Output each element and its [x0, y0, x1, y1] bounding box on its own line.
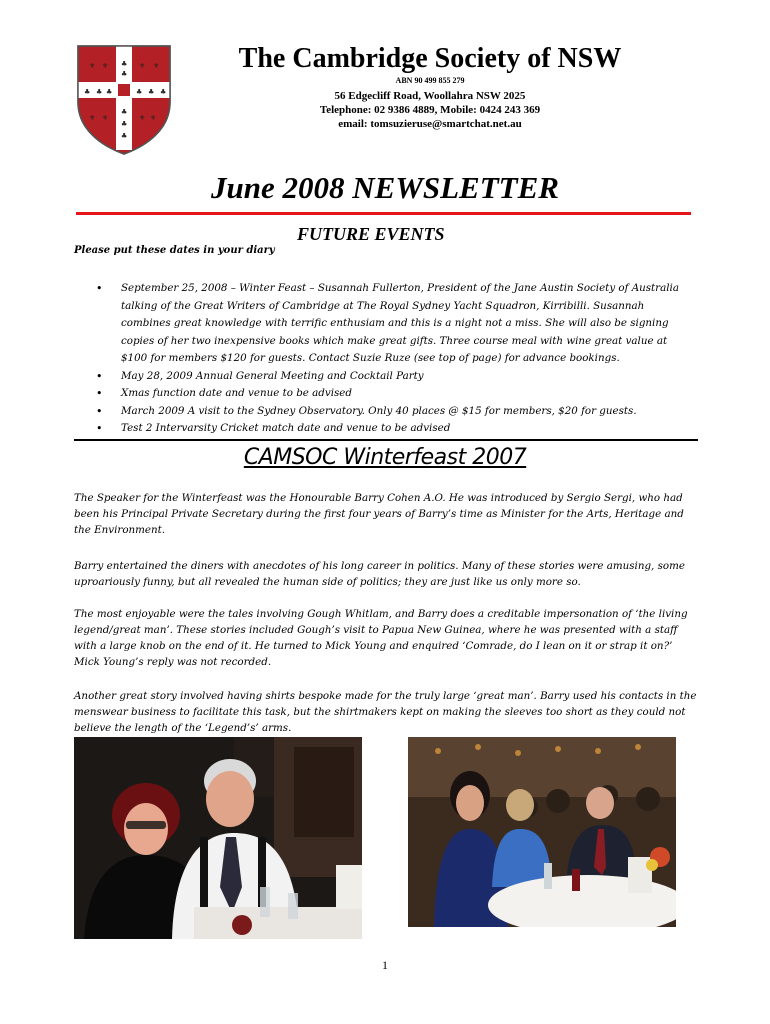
event-item: • Test 2 Intervarsity Cricket match date and venue to be advised	[74, 420, 694, 438]
events-list	[74, 280, 694, 438]
body-paragraph: The Speaker for the Winterfeast was the Honourable Barry Cohen A.O. He was introduced by Sergio Sergi, who had been his Principal Private Secretary during the first four years of Barry’s time as Minister for the Arts, Heritage and the Environment.	[74, 492, 684, 536]
svg-text:♣: ♣	[121, 60, 128, 68]
diary-note: Please put these dates in your diary	[74, 245, 275, 256]
svg-text:♣: ♣	[96, 88, 103, 96]
svg-text:⚜: ⚜	[102, 62, 109, 70]
org-telephone: Telephone: 02 9386 4889, Mobile: 0424 243 369	[319, 104, 541, 116]
photo-group-at-dinner	[408, 737, 676, 927]
org-abn: ABN 90 499 855 279	[395, 76, 465, 85]
body-paragraph: The most enjoyable were the tales involving Gough Whitlam, and Barry does a creditable impersonation of ‘the living legend/great man’. These stories included Gough’s visit to Papua New Guinea, where he was presented with a staff with a large knob on the end of it. He turned to Mick Young and enquired ‘Comrade, do I lean on it or strap it on?’ Mick Young’s reply was not recorded.	[74, 608, 688, 668]
svg-text:⚜: ⚜	[150, 114, 157, 122]
event-item: • May 28, 2009 Annual General Meeting and Cocktail Party	[74, 368, 694, 386]
svg-text:♣: ♣	[160, 88, 167, 96]
svg-text:⚜: ⚜	[89, 114, 96, 122]
svg-text:⚜: ⚜	[153, 62, 160, 70]
svg-text:⚜: ⚜	[102, 114, 109, 122]
university-crest-icon	[76, 44, 172, 156]
body-paragraph: Another great story involved having shirts bespoke made for the truly large ‘great man’. Barry used his contacts in the menswear business to facilitate this task, but the shirtmakers kept on making the sleeves too short as they could not believe the length of the ‘Legend’s’ arms.	[74, 690, 697, 734]
svg-text:♣: ♣	[84, 88, 91, 96]
black-divider	[74, 439, 698, 441]
future-events-heading: FUTURE EVENTS	[297, 224, 445, 244]
org-name: The Cambridge Society of NSW	[238, 43, 622, 74]
svg-text:♣: ♣	[106, 88, 113, 96]
red-divider	[76, 212, 691, 215]
body-paragraph: Barry entertained the diners with anecdotes of his long career in politics. Many of these stories were amusing, some uproariously funny, but all revealed the human side of politics; they are just like us only more so.	[74, 560, 685, 588]
svg-text:♣: ♣	[121, 70, 128, 78]
svg-text:♣: ♣	[136, 88, 143, 96]
winterfeast-heading: CAMSOC Winterfeast 2007	[243, 445, 527, 470]
org-email: email: tomsuzieruse@smartchat.net.au	[338, 118, 522, 130]
page-number: 1	[382, 958, 388, 972]
svg-text:⚜: ⚜	[89, 62, 96, 70]
event-item: • September 25, 2008 – Winter Feast – Susannah Fullerton, President of the Jane Austin Society of Australia talking of the Great Writers of Cambridge at The Royal Sydney Yacht Squadron, Kirribilli. Susannah combines great knowledge with terrific enthusiam and this is a night not a miss. She will also be signing copies of her two inexpensive books which make great gifts. Three course meal with wine great value at $100 for members $120 for guests. Contact Suzie Ruze (see top of page) for advance bookings.	[74, 280, 694, 368]
event-item: • March 2009 A visit to the Sydney Observatory. Only 40 places @ $15 for members, $20 for guests.	[74, 403, 694, 421]
svg-text:♣: ♣	[121, 108, 128, 116]
photo-couple-at-dinner	[74, 737, 362, 939]
svg-text:♣: ♣	[121, 120, 128, 128]
svg-text:♣: ♣	[148, 88, 155, 96]
svg-text:♣: ♣	[121, 132, 128, 140]
svg-text:⚜: ⚜	[139, 114, 146, 122]
event-item: • Xmas function date and venue to be advised	[74, 385, 694, 403]
svg-text:⚜: ⚜	[139, 62, 146, 70]
newsletter-title: June 2008 NEWSLETTER	[211, 170, 559, 205]
org-address: 56 Edgecliff Road, Woollahra NSW 2025	[334, 90, 526, 102]
